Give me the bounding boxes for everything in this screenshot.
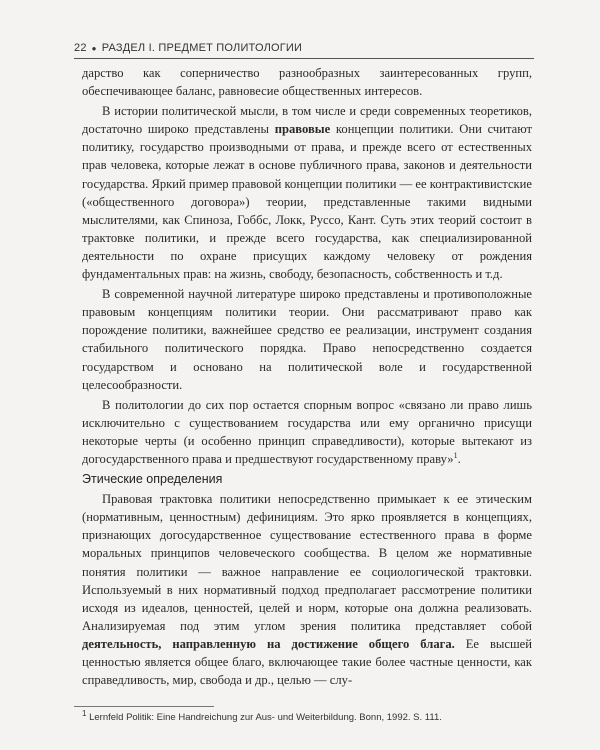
paragraph-disputed-question: В политологии до сих пор остается спорным вопрос «связано ли право лишь исключительно с существованием государства или ему органично присущи некоторые черты (и особенно принцип справедливости), которые вытекают из догосударственного права и предшествуют государственному праву»$^1$. xyxy=(82,397,532,466)
footnote xyxy=(82,708,542,723)
paragraph-opposite-theories: В современной научной литературе широко представлены и противоположные правовым концепциям политики теории. Они рассматривают право как порождение политики, важнейшее средство ее реализации, инструмент создания стабильного политического порядка. Право непосредственно создается государством и основано на политической воле и государственной целесообразности. xyxy=(82,287,532,392)
page-number: 22 xyxy=(74,42,87,54)
footnote-text: Lernfeld Politik: Eine Handreichung zur Aus- und Weiterbildung. Bonn, 1992. S. 111. xyxy=(89,712,442,723)
section-heading: Этические определения xyxy=(82,472,223,487)
running-header xyxy=(74,42,534,54)
bold-term-common-good: деятельность, направленную на достижение общего блага. xyxy=(82,636,455,651)
footnote-rule xyxy=(74,706,214,707)
paragraph-legal-concepts: В истории политической мысли, в том числе и среди современных теоретиков, достаточно широко представлены правовые концепции политики. Они считают политику, государство производными от права, и прежде всего от естественных прав человека, которые лежат в основе публичного права, законов и деятельности государства. Яркий пример правовой концепции политики — ее контрактивистские («общественного договора») теории, представленные такими видными мыслителями, как Спиноза, Гоббс, Локк, Руссо, Кант. Суть этих теорий состоит в трактовке политики, и прежде всего государства, как специализированной деятельности по охране присущих каждому человеку от рождения фундаментальных прав: на жизнь, свободу, безопасность, собственность и т.д. xyxy=(82,104,532,282)
bullet-separator: ● xyxy=(91,43,97,53)
footnote-reference: 1 xyxy=(453,450,458,460)
footnote-mark: 1 xyxy=(82,708,87,718)
page-body xyxy=(82,64,532,689)
paragraph-ethical-definitions: Правовая трактовка политики непосредственно примыкает к ее этическим (нормативным, ценностным) дефинициям. Это ярко проявляется в концепциях, признающих догосударственное существование естественного права в форме моральных принципов человеческого сообщества. В целом же нормативные понятия политики — важное направление ее социологической трактовки. Используемый в них нормативный подход предполагает рассмотрение политики исходя из идеалов, ценностей, целей и норм, которые она должна реализовать. Анализируемая под этим углом зрения политика представляет собой деятельность, направленную на достижение общего блага. Ее высшей ценностью является общее благо, включающее такие более частные ценности, как справедливость, мир, свобода и др., целью — слу- xyxy=(82,492,532,688)
paragraph-continuation: дарство как соперничество разнообразных заинтересованных групп, обеспечивающее баланс, равновесие общественных интересов. xyxy=(82,66,532,99)
bold-term-legal: правовые xyxy=(274,122,331,137)
section-title: РАЗДЕЛ I. ПРЕДМЕТ ПОЛИТОЛОГИИ xyxy=(101,42,303,54)
header-rule xyxy=(74,58,534,59)
